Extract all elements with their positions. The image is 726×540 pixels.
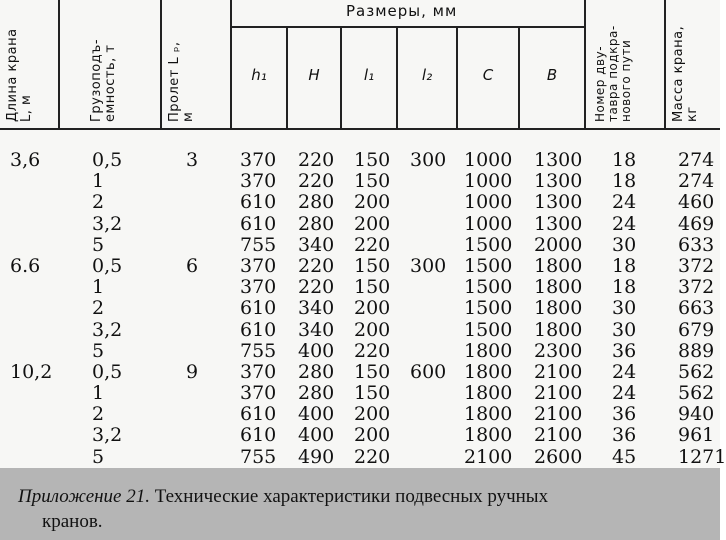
table-cell: 372 (678, 276, 715, 299)
table-cell: 1800 (534, 297, 583, 320)
table-cell: 220 (298, 276, 335, 299)
table-cell: 10,2 (10, 360, 53, 383)
table-cell: 150 (354, 254, 391, 277)
table-cell: 1800 (464, 382, 513, 405)
table-cell: 36 (612, 403, 637, 426)
table-cell: 562 (678, 382, 715, 405)
header-capacity: Грузоподъ- емность, т (89, 38, 118, 122)
table-cell: 400 (298, 403, 335, 426)
table-cell: 150 (354, 382, 391, 405)
header-dim-l2: l₂ (421, 66, 433, 84)
header-dim-h1: h₁ (251, 66, 267, 84)
table-cell: 3,6 (10, 149, 41, 171)
header-dim-H: H (308, 66, 320, 84)
table-cell: 2300 (534, 339, 583, 362)
table-cell: 0,5 (92, 149, 123, 171)
table-cell: 3 (186, 149, 199, 171)
table-cell: 220 (354, 339, 391, 362)
table-cell: 340 (298, 297, 335, 320)
table-cell: 3,2 (92, 318, 123, 341)
table-cell: 1800 (534, 276, 583, 299)
table-cell: 150 (354, 276, 391, 299)
table-cell: 1000 (464, 170, 513, 193)
table-cell: 1000 (464, 212, 513, 235)
table-cell: 30 (612, 297, 637, 320)
table-cell: 562 (678, 360, 715, 383)
table-cell: 2 (92, 403, 105, 426)
table-cell: 300 (410, 254, 447, 277)
table-cell: 889 (678, 339, 715, 362)
col-divider (230, 0, 232, 130)
table-row (0, 445, 726, 468)
table-cell: 1300 (534, 170, 583, 193)
table-cell: 633 (678, 233, 715, 256)
table-cell: 280 (298, 360, 335, 383)
table-cell: 1800 (464, 403, 513, 426)
table-cell: 200 (354, 403, 391, 426)
table-cell: 5 (92, 339, 105, 362)
table-cell: 36 (612, 424, 637, 447)
table-cell: 220 (298, 254, 335, 277)
table-cell: 610 (240, 212, 277, 235)
table-cell: 1300 (534, 212, 583, 235)
table-row (0, 341, 720, 362)
table-cell: 372 (678, 254, 715, 277)
table-cell: 5 (92, 233, 105, 256)
table-cell: 1800 (464, 339, 513, 362)
col-divider (58, 0, 60, 130)
data-rows (0, 149, 726, 468)
table-cell: 200 (354, 318, 391, 341)
table-row (0, 192, 720, 213)
table-cell: 2600 (534, 445, 583, 468)
table-row (0, 214, 720, 235)
table-cell: 1500 (464, 276, 513, 299)
table-cell: 1300 (534, 149, 583, 171)
col-divider (584, 0, 586, 130)
table-cell: 679 (678, 318, 715, 341)
table-cell: 1 (92, 382, 105, 405)
caption-title: Технические характеристики подвесных ручных (149, 486, 549, 507)
caption-bar (0, 468, 720, 540)
table-cell: 150 (354, 149, 391, 171)
header-crane-mass: Масса крана, кг (671, 25, 700, 122)
table-cell: 663 (678, 297, 715, 320)
table-cell: 2000 (534, 233, 583, 256)
table-cell: 1500 (464, 297, 513, 320)
table-cell: 340 (298, 318, 335, 341)
table-cell: 1 (92, 170, 105, 193)
table-cell: 274 (678, 149, 715, 171)
table-cell: 1800 (464, 360, 513, 383)
header-dim-C: C (482, 66, 494, 84)
table-cell: 460 (678, 191, 715, 214)
table-cell: 1000 (464, 191, 513, 214)
table-cell: 2100 (534, 360, 583, 383)
table-cell: 0,5 (92, 360, 123, 383)
table-cell: 610 (240, 424, 277, 447)
table-cell: 300 (410, 149, 447, 171)
table-row (0, 150, 720, 171)
table-row (0, 404, 720, 425)
table-cell: 400 (298, 339, 335, 362)
table-cell: 2100 (534, 424, 583, 447)
table-cell: 2 (92, 191, 105, 214)
table-cell: 200 (354, 424, 391, 447)
table-cell: 1500 (464, 233, 513, 256)
table-row (0, 362, 720, 383)
header-bottom-rule (0, 128, 720, 130)
caption-label: Приложение 21. (18, 486, 150, 507)
table-cell: 610 (240, 297, 277, 320)
table-cell: 45 (612, 445, 637, 468)
table-cell: 370 (240, 254, 277, 277)
table-cell: 24 (612, 212, 637, 235)
caption-text (18, 484, 708, 534)
table-cell: 24 (612, 360, 637, 383)
header-sizes-title: Размеры, мм (346, 2, 458, 20)
table-row (0, 235, 720, 256)
table-row (0, 277, 720, 298)
table-cell: 30 (612, 318, 637, 341)
table-cell: 1800 (464, 424, 513, 447)
col-divider (160, 0, 162, 130)
table-cell: 24 (612, 382, 637, 405)
table-cell: 1500 (464, 318, 513, 341)
header-crane-length: Длина крана L, м (5, 28, 34, 122)
table-cell: 1500 (464, 254, 513, 277)
table-cell: 1800 (534, 254, 583, 277)
table-cell: 2100 (464, 445, 513, 468)
table-cell: 610 (240, 403, 277, 426)
table-cell: 370 (240, 149, 277, 171)
table-cell: 2100 (534, 403, 583, 426)
table-cell: 961 (678, 424, 715, 447)
table-cell: 370 (240, 382, 277, 405)
table-cell: 3,2 (92, 212, 123, 235)
table-cell: 469 (678, 212, 715, 235)
table-cell: 220 (298, 170, 335, 193)
table-cell: 18 (612, 276, 637, 299)
table-cell: 18 (612, 254, 637, 277)
table-cell: 1271 (678, 445, 726, 468)
table-row (0, 171, 720, 192)
table-cell: 30 (612, 233, 637, 256)
table-cell: 220 (298, 149, 335, 171)
table-row (0, 425, 720, 446)
table-cell: 370 (240, 276, 277, 299)
table-row (0, 383, 720, 404)
table-cell: 755 (240, 445, 277, 468)
table-cell: 36 (612, 339, 637, 362)
header-dim-l1: l₁ (363, 66, 375, 84)
table-cell: 610 (240, 191, 277, 214)
header-beam-number: Номер дву- тавра подкра- нового пути (593, 25, 633, 122)
table-cell: 1000 (464, 149, 513, 171)
table-row (0, 256, 720, 277)
table-cell: 220 (354, 233, 391, 256)
table-cell: 1300 (534, 191, 583, 214)
table-cell: 0,5 (92, 254, 123, 277)
table-cell: 370 (240, 170, 277, 193)
table-cell: 18 (612, 149, 637, 171)
table-cell: 490 (298, 445, 335, 468)
table-row (0, 320, 720, 341)
table-cell: 5 (92, 445, 105, 468)
header-span: Пролет L ₚ, м (167, 41, 196, 122)
table-row (0, 298, 720, 319)
table-cell: 200 (354, 212, 391, 235)
table-cell: 24 (612, 191, 637, 214)
table-cell: 755 (240, 233, 277, 256)
table-cell: 9 (186, 360, 199, 383)
table-cell: 755 (240, 339, 277, 362)
table-cell: 1800 (534, 318, 583, 341)
table-cell: 1 (92, 276, 105, 299)
table-cell: 280 (298, 212, 335, 235)
table-cell: 6 (186, 254, 199, 277)
table-cell: 18 (612, 170, 637, 193)
table-cell: 274 (678, 170, 715, 193)
table-cell: 370 (240, 360, 277, 383)
table-cell: 340 (298, 233, 335, 256)
table-cell: 2 (92, 297, 105, 320)
table-cell: 150 (354, 360, 391, 383)
sizes-rule (232, 26, 584, 28)
table-cell: 940 (678, 403, 715, 426)
table-cell: 200 (354, 297, 391, 320)
table-cell: 3,2 (92, 424, 123, 447)
header-dim-B: B (546, 66, 558, 84)
table-cell: 2100 (534, 382, 583, 405)
table-cell: 280 (298, 382, 335, 405)
table-cell: 6.6 (10, 254, 41, 277)
table-cell: 220 (354, 445, 391, 468)
table-cell: 600 (410, 360, 447, 383)
table-cell: 610 (240, 318, 277, 341)
table-cell: 150 (354, 170, 391, 193)
col-divider (664, 0, 666, 130)
table-cell: 400 (298, 424, 335, 447)
table-cell: 200 (354, 191, 391, 214)
table-cell: 280 (298, 191, 335, 214)
caption-title-line2: кранов. (42, 511, 103, 532)
